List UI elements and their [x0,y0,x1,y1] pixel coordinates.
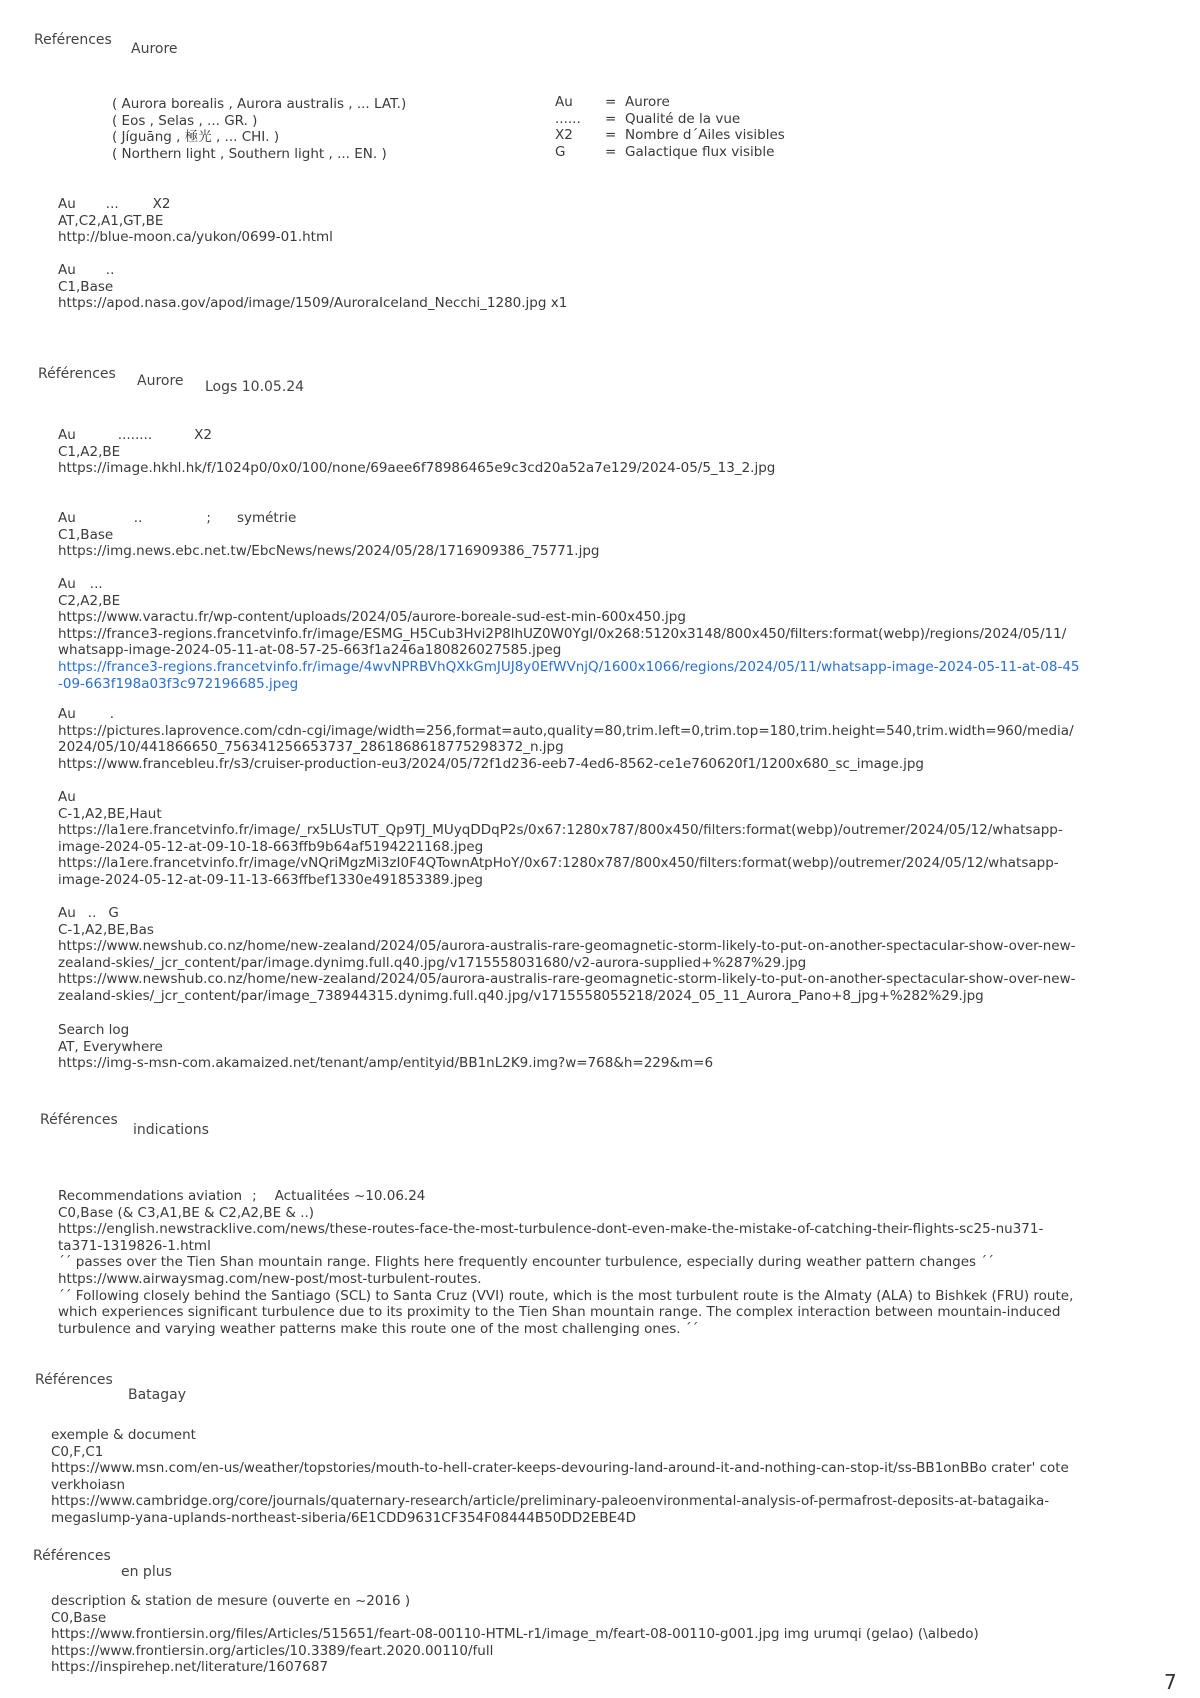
entry-quote-continued: which experiences significant turbulence due to its proximity to the Tien Shan mountain range. The complex interaction between mountain-induced [58,1304,1061,1321]
section-subtitle: Logs 10.05.24 [205,379,305,395]
entry-link[interactable]: https://www.cambridge.org/core/journals/quaternary-research/article/preliminary-paleoenvironmental-analysis-of-permafrost-deposits-at-batagaika- [51,1493,1050,1510]
entry [58,1188,1138,1337]
entry [58,1022,1138,1072]
references-label: Références [33,1548,111,1564]
entry-quality: .. [105,262,115,278]
section-title: en plus [121,1564,172,1580]
entry-codes: C-1,A2,BE,Haut [58,805,162,822]
legend-key: ...... [555,110,581,127]
entry-tag: Au [58,576,76,592]
entry-codes: C1,Base [58,278,114,295]
entry-hyperlink-continued[interactable]: -09-663f198a03f3c972196685.jpeg [58,675,299,692]
entry-link[interactable]: https://inspirehep.net/literature/1607687 [51,1659,329,1676]
entry-head [58,789,1138,806]
entry-link-continued[interactable]: image-2024-05-12-at-09-10-18-663ffb9b64af5194221168.jpeg [58,838,484,855]
entry-head [58,510,1138,527]
entry-link-continued[interactable]: 2024/05/10/441866650_756341256653737_2861868618775298372_n.jpg [58,739,564,756]
entry-quote: ´´ passes over the Tien Shan mountain range. Flights here frequently encounter turbulence, especially during weather pattern changes ´´ [58,1254,994,1271]
entry-separator: ; [252,1188,257,1204]
section-title: Aurore [131,41,178,57]
entry-head [58,262,1138,279]
entry-head: Search log [58,1022,130,1038]
references-label: Références [35,1372,113,1388]
entry-codes: C0,F,C1 [51,1443,104,1460]
entry-link[interactable]: https://www.frontiersin.org/files/Articles/515651/feart-08-00110-HTML-r1/image_m/feart-08-00110-g001.jpg img urumqi (gelao) (\albedo) [51,1626,979,1643]
entry-link[interactable]: https://img-s-msn-com.akamaized.net/tenant/amp/entityid/BB1nL2K9.img?w=768&h=229&m=6 [58,1055,714,1072]
entry-codes: C1,A2,BE [58,443,121,460]
entry-note: symétrie [236,510,297,526]
entry-hyperlink[interactable]: https://france3-regions.francetvinfo.fr/image/4wvNPRBVhQXkGmJUJ8y0EfWVnjQ/1600x1066/regions/2024/05/11/whatsapp-image-2024-05-11-at-08-45 [58,658,1080,675]
entry-link[interactable]: https://la1ere.francetvinfo.fr/image/_rx5LUsTUT_Qp9TJ_MUyqDDqP2s/0x67:1280x787/800x450/filters:format(webp)/outremer/2024/05/12/whatsapp- [58,822,1063,839]
entry-link[interactable]: https://www.airwaysmag.com/new-post/most-turbulent-routes. [58,1270,482,1287]
entry-head: exemple & document [51,1427,196,1443]
entry [58,510,1138,560]
aurora-names [112,96,406,162]
entry-link[interactable]: https://www.varactu.fr/wp-content/uploads/2024/05/aurore-boreale-sud-est-min-600x450.jpg [58,609,686,626]
entry-link-continued[interactable]: zealand-skies/_jcr_content/par/image.dynimg.full.q40.jpg/v1715558031680/v2-aurora-supplied+%287%29.jpg [58,954,807,971]
legend-eq: = [605,94,617,110]
entry-link[interactable]: https://pictures.laprovence.com/cdn-cgi/image/width=256,format=auto,quality=80,trim.left=0,trim.top=180,trim.height=540,trim.width=960/media/ [58,722,1074,739]
entry-codes: C0,Base [51,1609,107,1626]
legend-table [555,94,785,160]
entry-link[interactable]: https://la1ere.francetvinfo.fr/image/vNQriMgzMi3zI0F4QTownAtpHoY/0x67:1280x787/800x450/filters:format(webp)/outremer/2024/05/12/whatsapp- [58,855,1059,872]
entry [51,1593,1131,1676]
references-label: Références [38,366,116,382]
entry-tag: Au [58,262,76,278]
entry-separator: ; [206,510,211,526]
entry-link[interactable]: https://www.francebleu.fr/s3/cruiser-production-eu3/2024/05/72f1d236-eeb7-4ed6-8562-ce1e760620f1/1200x680_sc_image.jpg [58,755,924,772]
entry [58,706,1138,772]
legend-value: Galactique flux visible [625,143,775,160]
entry-wings: X2 [194,427,212,443]
entry-head [58,706,1138,723]
entry-link[interactable]: https://www.frontiersin.org/articles/10.3389/feart.2020.00110/full [51,1642,494,1659]
entry-tag: Au [58,706,76,722]
entry [58,196,1138,246]
references-label: Reférences [34,32,112,48]
entry-head [58,196,1138,213]
entry-quote: ´´ Following closely behind the Santiago (SCL) to Santa Cruz (VVI) route, which is the most turbulent route is the Almaty (ALA) to Bishkek (FRU) route, [58,1287,1074,1304]
legend-value: Qualité de la vue [625,110,741,127]
entry-head [58,905,1138,922]
entry-link-continued[interactable]: verkhoiasn [51,1476,126,1493]
entry-tag: Au [58,905,76,921]
entry-codes: C0,Base (& C3,A1,BE & C2,A2,BE & ..) [58,1204,315,1221]
entry-head [58,1188,1138,1205]
entry [58,905,1138,1005]
entry-head: description & station de mesure (ouverte en ~2016 ) [51,1593,411,1609]
entry-codes: AT,C2,A1,GT,BE [58,212,164,229]
legend-row [555,144,785,161]
entry-quote-continued: turbulence and varying weather patterns make this route one of the most challenging ones. ´´ [58,1320,699,1337]
entry-wings: X2 [152,196,171,212]
entry-link[interactable]: https://www.newshub.co.nz/home/new-zealand/2024/05/aurora-australis-rare-geomagnetic-storm-likely-to-put-on-another-spectacular-show-over-new- [58,938,1076,955]
entry [58,262,1138,312]
legend-value: Aurore [625,94,670,110]
entry-link[interactable]: https://img.news.ebc.net.tw/EbcNews/news/2024/05/28/1716909386_75771.jpg [58,543,600,560]
section-title: Batagay [128,1387,187,1403]
legend-row [555,94,785,111]
entry-galactic: G [108,905,119,921]
legend-row [555,127,785,144]
legend-key: X2 [555,127,573,144]
entry-link[interactable]: https://france3-regions.francetvinfo.fr/image/ESMG_H5Cub3Hvi2P8lhUZ0W0YgI/0x268:5120x3148/800x450/filters:format(webp)/regions/2024/05/11/ [58,625,1067,642]
entry-quality: ... [105,196,119,212]
entry-codes: AT, Everywhere [58,1038,163,1055]
entry-link-continued[interactable]: zealand-skies/_jcr_content/par/image_738944315.dynimg.full.q40.jpg/v1715558055218/2024_05_11_Aurora_Pano+8_jpg+%282%29.jpg [58,987,984,1004]
entry [51,1427,1131,1527]
entry-quality: . [109,706,115,722]
entry-quality: .. [133,510,143,526]
legend-row [555,111,785,128]
entry-link[interactable]: https://www.msn.com/en-us/weather/topstories/mouth-to-hell-crater-keeps-devouring-land-around-it-and-nothing-can-stop-it/ss-BB1onBBo crater' cote [51,1460,1069,1477]
entry-quality: ........ [117,427,153,443]
legend-key: Au [555,94,573,110]
section-title: Aurore [137,373,184,389]
entry-quality: ... [89,576,103,592]
entry-link[interactable]: https://apod.nasa.gov/apod/image/1509/AuroraIceland_Necchi_1280.jpg x1 [58,295,568,312]
legend-eq: = [605,143,617,160]
entry-head [58,576,1138,593]
entry-tag: Au [58,427,76,443]
entry-quality: .. [87,905,97,921]
section-title: indications [133,1122,209,1138]
name-line: ( Northern light , Southern light , ... EN. ) [112,145,387,162]
entry [58,789,1138,889]
legend-eq: = [605,110,617,127]
page-number: 7 [1164,1670,1177,1694]
legend-eq: = [605,127,617,144]
references-label: Références [40,1112,118,1128]
entry-link-continued[interactable]: image-2024-05-12-at-09-11-13-663ffbef1330e491853389.jpeg [58,871,483,888]
entry-codes: C2,A2,BE [58,592,121,609]
entry-tag: Au [58,510,76,526]
entry-tag: Au [58,196,76,212]
entry-link-continued[interactable]: ta371-1319826-1.html [58,1237,211,1254]
entry-head [58,427,1138,444]
entry-topic: Recommendations aviation [58,1188,243,1204]
name-line: ( Eos , Selas , ... GR. ) [112,112,258,129]
entry-date: Actualitées ~10.06.24 [274,1188,426,1204]
entry-tag: Au [58,789,76,805]
name-line: ( Jíguāng , 極光 , ... CHI. ) [112,129,280,146]
name-line: ( Aurora borealis , Aurora australis , ... LAT.) [112,96,407,112]
legend-key: G [555,143,566,160]
entry-link[interactable]: http://blue-moon.ca/yukon/0699-01.html [58,229,333,246]
entry-link[interactable]: https://english.newstracklive.com/news/these-routes-face-the-most-turbulence-dont-even-make-the-mistake-of-catching-their-flights-sc25-nu371- [58,1221,1044,1238]
entry [58,427,1138,477]
entry-codes: C1,Base [58,526,114,543]
entry-link[interactable]: https://www.newshub.co.nz/home/new-zealand/2024/05/aurora-australis-rare-geomagnetic-storm-likely-to-put-on-another-spectacular-show-over-new- [58,971,1076,988]
entry [58,576,1138,692]
entry-link-continued[interactable]: megaslump-yana-uplands-northeast-siberia/6E1CDD9631CF354F08444B50DD2EBE4D [51,1509,636,1526]
entry-link[interactable]: https://image.hkhl.hk/f/1024p0/0x0/100/none/69aee6f78986465e9c3cd20a52a7e129/2024-05/5_13_2.jpg [58,460,776,477]
entry-link-continued[interactable]: whatsapp-image-2024-05-11-at-08-57-25-663f1a246a180826027585.jpeg [58,642,562,659]
legend-value: Nombre d´Ailes visibles [625,127,785,144]
entry-codes: C-1,A2,BE,Bas [58,921,154,938]
